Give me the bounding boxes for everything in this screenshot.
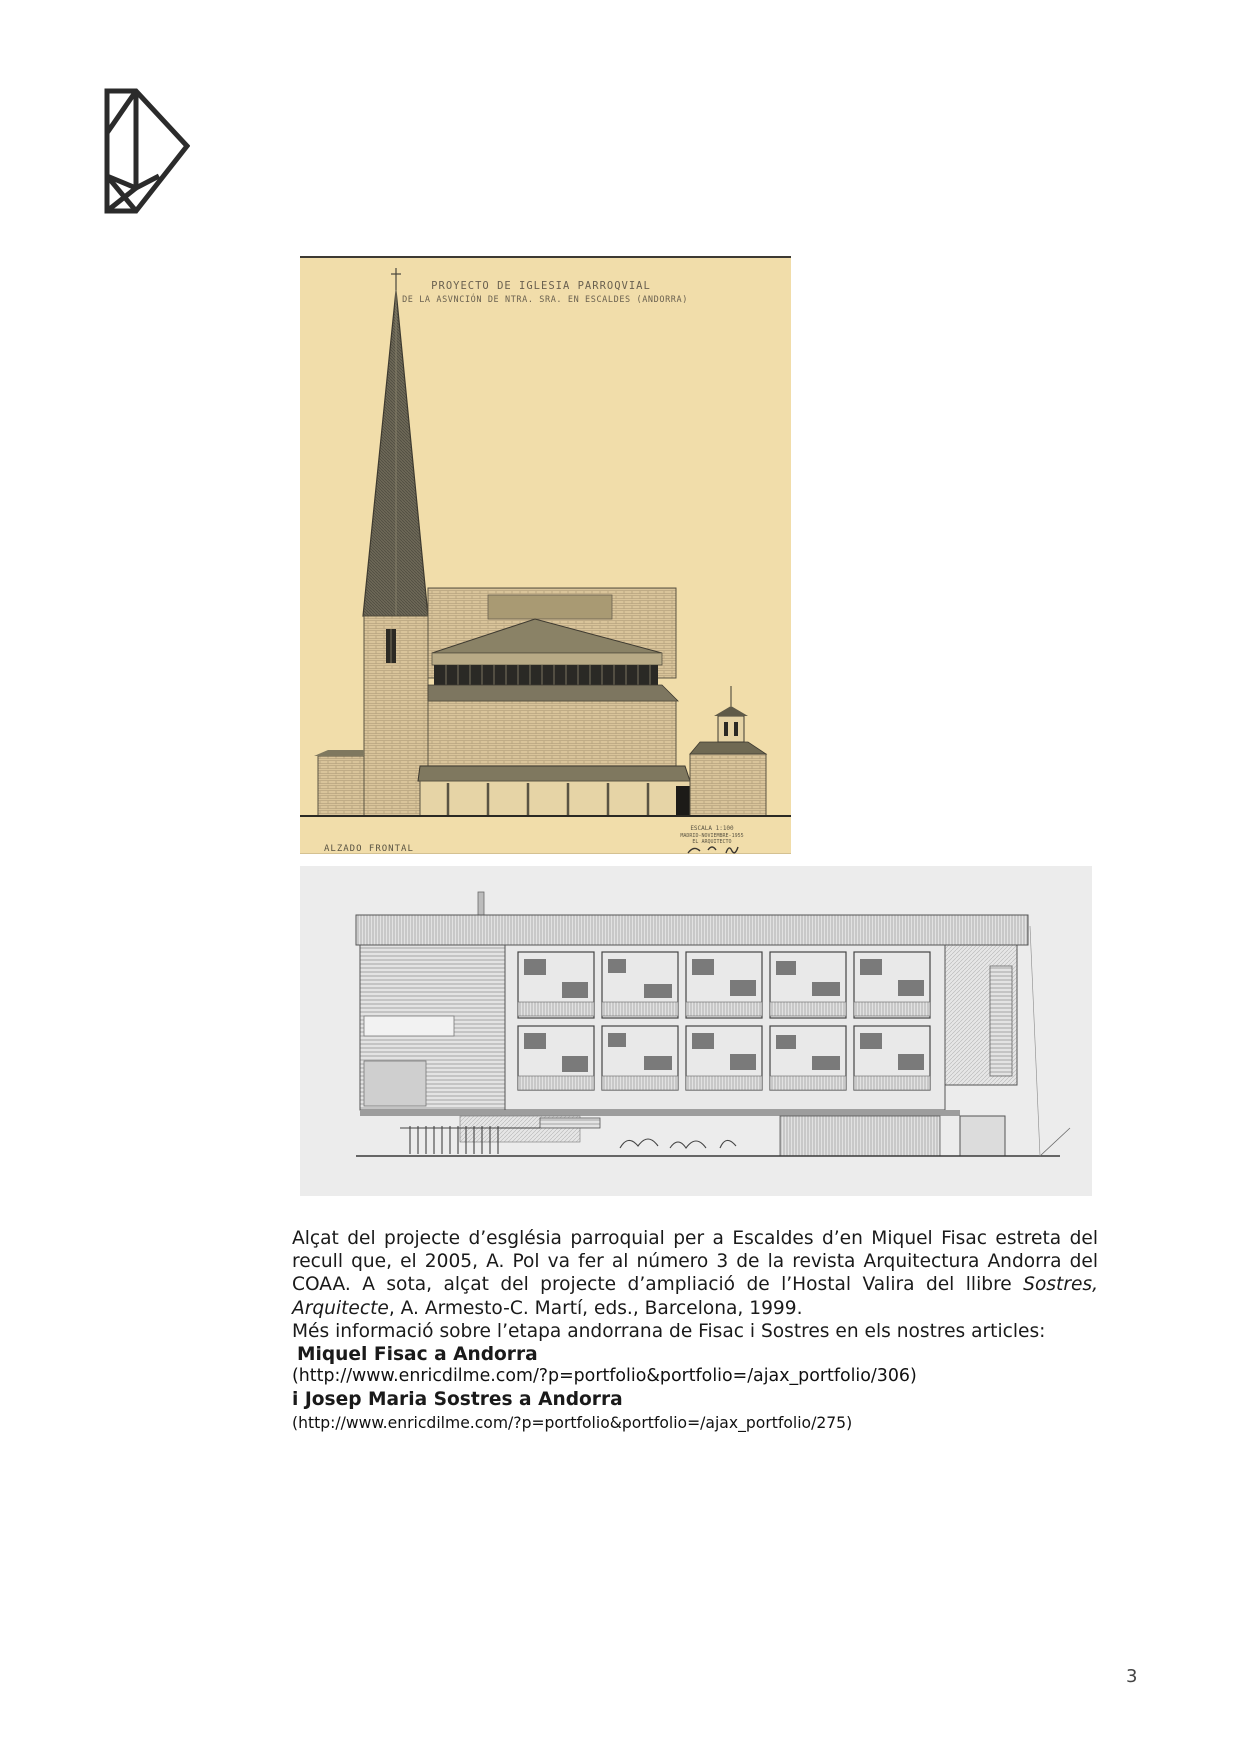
caption-text-part2: , A. Armesto-C. Martí, eds., Barcelona, 1999.	[388, 1297, 803, 1319]
caption-paragraph	[292, 1227, 1098, 1320]
church-scale-line1: ESCALA 1:100	[690, 825, 734, 832]
caption-text-part1: Alçat del projecte d’església parroquial per a Escaldes d’en Miquel Fisac estreta del recull que, el 2005, A. Pol va fer al número 3 de la revista Arquitectura Andorra del COAA. A sota, alçat del projecte d’ampliació de l’Hostal Valira del llibre	[292, 1228, 1098, 1296]
figure-caption	[292, 1227, 1098, 1435]
church-elevation-drawing	[300, 256, 791, 854]
link-title-sostres[interactable]: i Josep Maria Sostres a Andorra	[292, 1389, 623, 1411]
church-scale-line3: EL ARQUITECTO	[692, 839, 732, 845]
link-url-fisac[interactable]: (http://www.enricdilme.com/?p=portfolio&portfolio=/ajax_portfolio/306)	[292, 1366, 917, 1387]
caption-book-title: Sostres, Arquitecte	[292, 1274, 1098, 1319]
church-title-line1: PROYECTO DE IGLESIA PARROQVIAL	[431, 280, 651, 292]
church-title-line2: DE LA ASVNCIÓN DE NTRA. SRA. EN ESCALDES (ANDORRA)	[402, 295, 688, 305]
link-title-fisac[interactable]: Miquel Fisac a Andorra	[297, 1344, 538, 1366]
hostal-valira-elevation-drawing	[300, 866, 1092, 1196]
link-url-sostres[interactable]: (http://www.enricdilme.com/?p=portfolio&portfolio=/ajax_portfolio/275)	[292, 1413, 853, 1432]
church-label-frontal: ALZADO FRONTAL	[324, 844, 414, 854]
caption-more-info: Més informació sobre l’etapa andorrana de Fisac i Sostres en els nostres articles:	[292, 1320, 1046, 1342]
church-scale-line2: MADRID-NOVIEMBRE-1955	[680, 833, 744, 839]
page-number: 3	[1126, 1666, 1138, 1687]
folded-d-logo-icon	[104, 88, 190, 214]
